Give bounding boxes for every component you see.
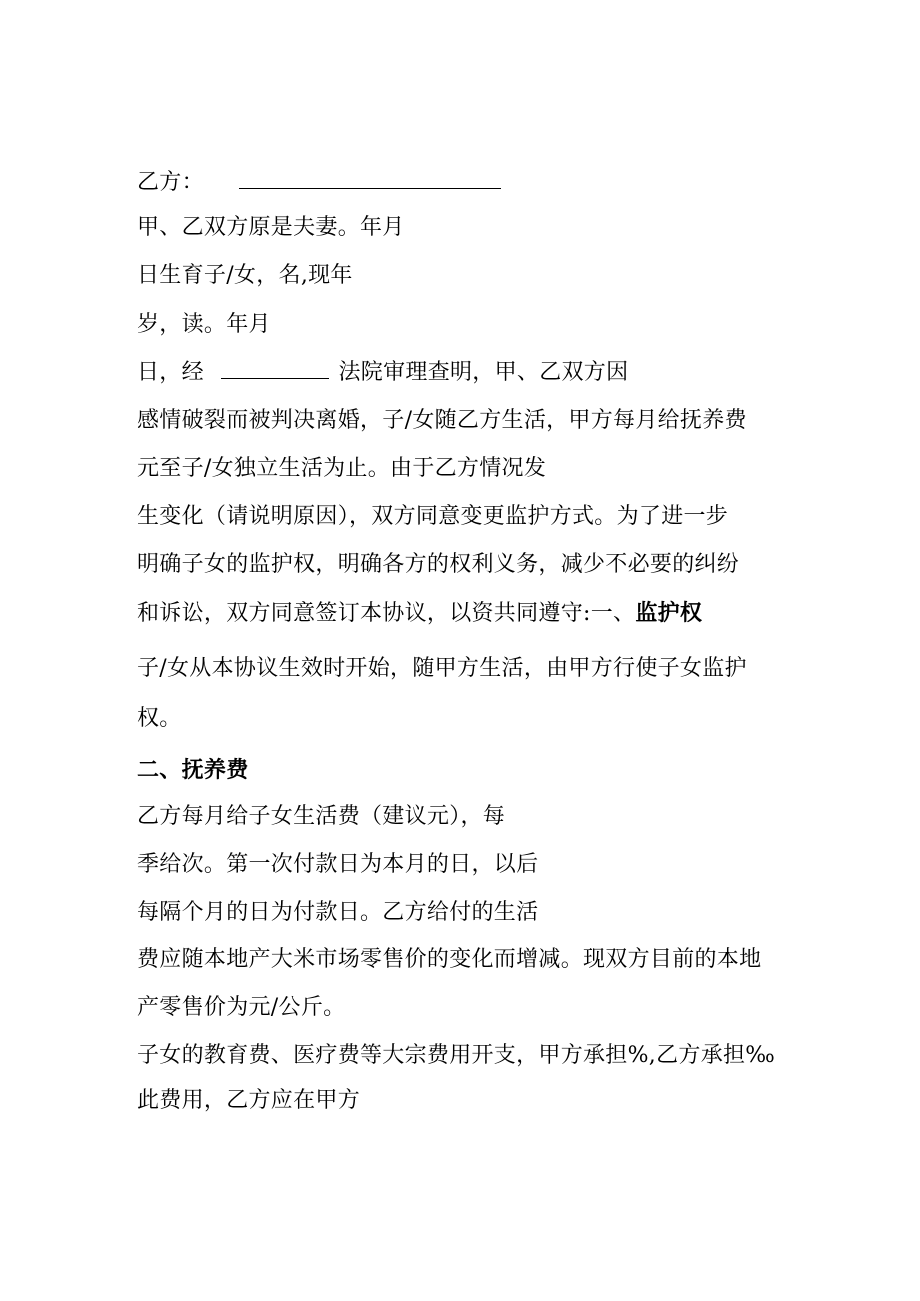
text-line: 子/女从本协议生效时开始，随甲方生活，由甲方行使子女监护 bbox=[137, 656, 747, 681]
court-pre: 日，经 bbox=[137, 360, 204, 385]
party-b-blank bbox=[239, 170, 501, 189]
text-line: 生变化（请说明原因），双方同意变更监护方式。为了进一步 bbox=[137, 504, 729, 529]
text-line: 日生育子/女，名,现年 bbox=[137, 263, 353, 288]
text-line: 甲、乙双方原是夫妻。年月 bbox=[137, 215, 405, 240]
court-line bbox=[137, 359, 628, 387]
party-b-line bbox=[137, 169, 501, 197]
text-line: 产零售价为元/公斤。 bbox=[137, 995, 346, 1020]
text-line: 季给次。第一次付款日为本月的日，以后 bbox=[137, 852, 539, 877]
agreement-text: 和诉讼，双方同意签订本协议，以资共同遵守:一、 bbox=[137, 601, 636, 626]
text-line: 岁，读。年月 bbox=[137, 312, 271, 337]
text-line: 感情破裂而被判决离婚，子/女随乙方生活，甲方每月给抚养费 bbox=[137, 408, 747, 433]
text-line: 每隔个月的日为付款日。乙方给付的生活 bbox=[137, 900, 539, 925]
section-heading-custody: 监护权 bbox=[635, 600, 703, 626]
text-line: 元至子/女独立生活为止。由于乙方情况发 bbox=[137, 456, 547, 481]
court-blank bbox=[221, 360, 329, 379]
court-post: 法院审理查明，甲、乙双方因 bbox=[338, 360, 629, 385]
party-b-label: 乙方： bbox=[137, 170, 204, 195]
agreement-line bbox=[137, 599, 702, 628]
text-line: 乙方每月给子女生活费（建议元），每 bbox=[137, 804, 506, 829]
text-line: 子女的教育费、医疗费等大宗费用开支，甲方承担%,乙方承担‰ bbox=[137, 1043, 776, 1068]
text-line: 权。 bbox=[137, 706, 182, 731]
text-line: 明确子女的监护权，明确各方的权利义务，减少不必要的纠纷 bbox=[137, 552, 740, 577]
section-heading-support: 二、抚养费 bbox=[137, 757, 249, 783]
text-line: 费应随本地产大米市场零售价的变化而增减。现双方目前的本地 bbox=[137, 947, 762, 972]
text-line: 此费用，乙方应在甲方 bbox=[137, 1088, 361, 1113]
